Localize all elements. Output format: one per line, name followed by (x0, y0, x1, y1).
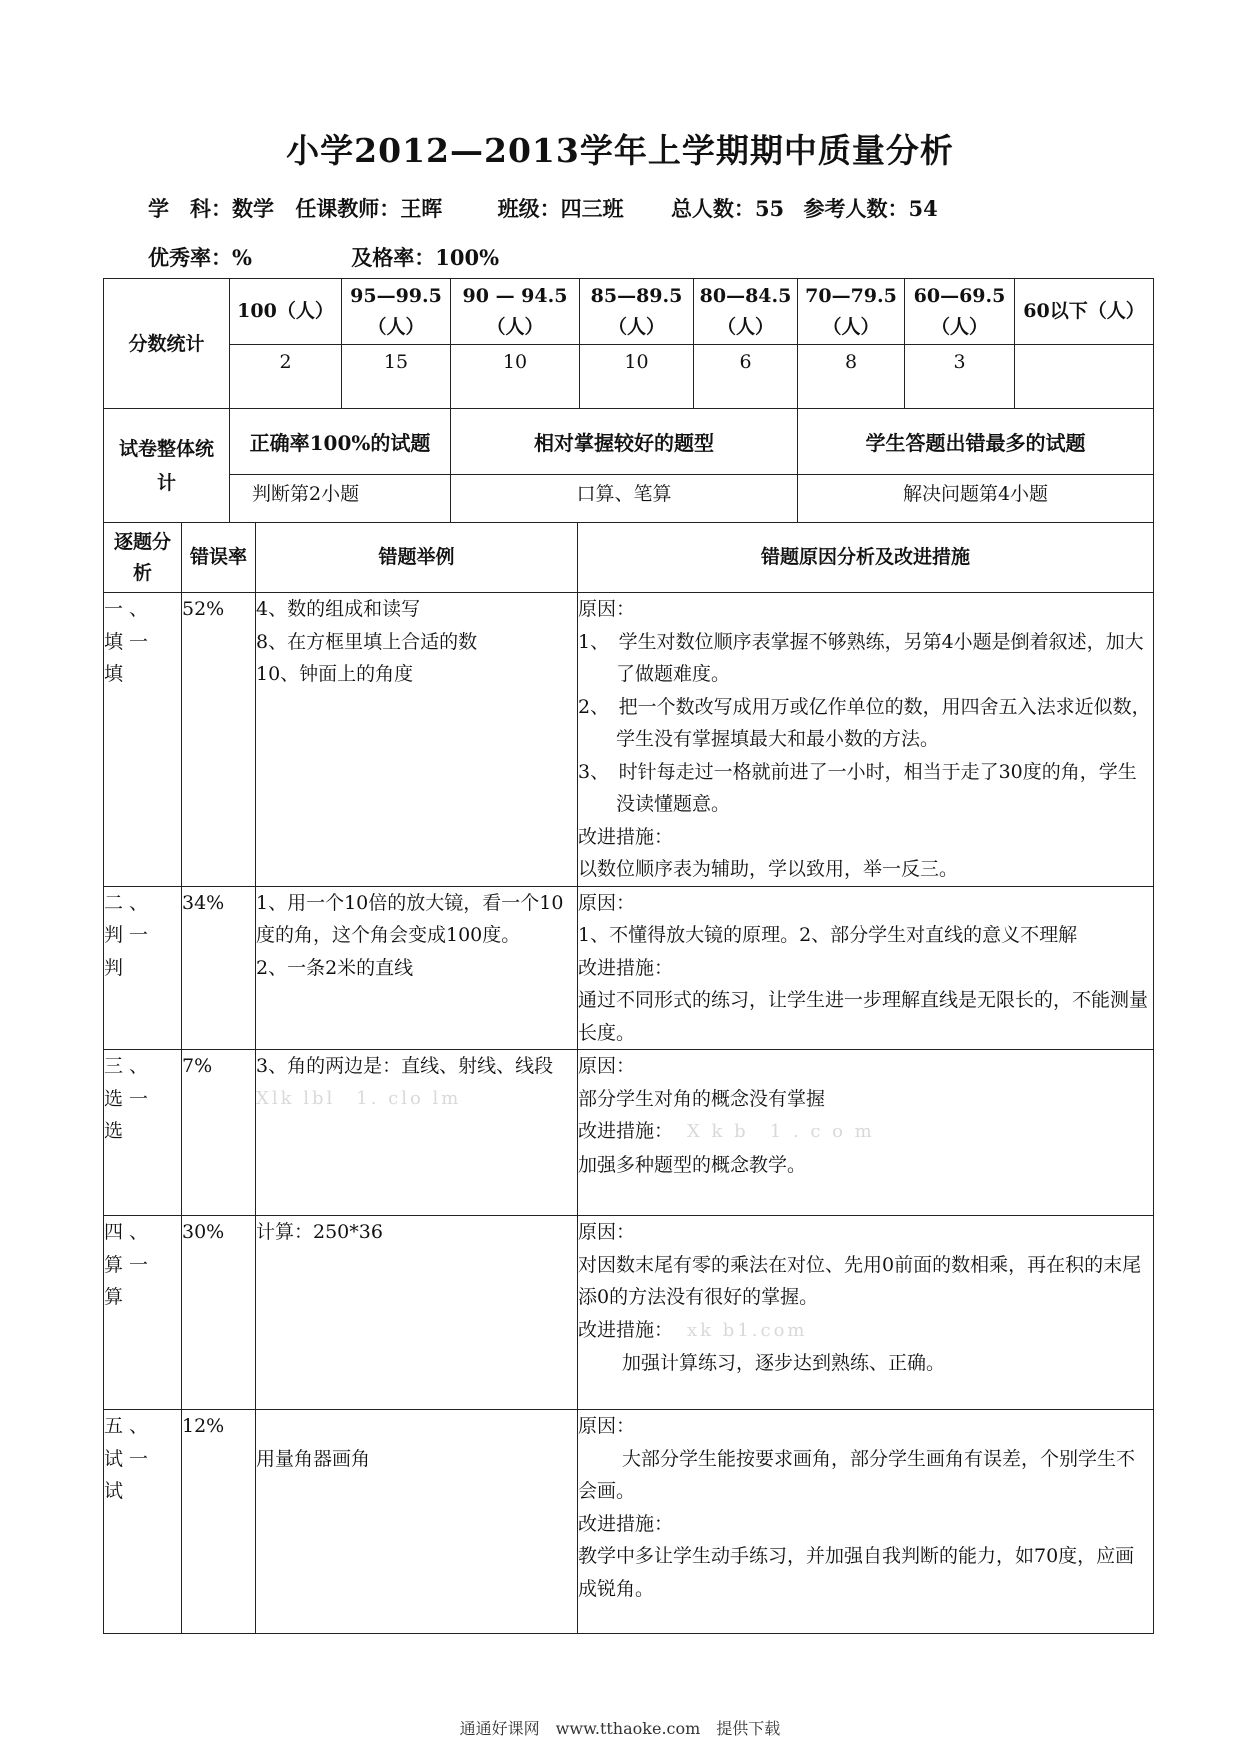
tested-label: 参考人数： (803, 196, 909, 221)
analysis-table (103, 522, 1154, 1634)
question-name: 五、 试一 试 (104, 1410, 182, 1634)
table-row (104, 886, 1154, 1050)
summary-table (103, 278, 1154, 523)
teacher-label: 任课教师： (295, 196, 401, 221)
question-name: 二、 判一 判 (104, 886, 182, 1050)
excellent-label: 优秀率： (148, 245, 232, 270)
error-analysis: 原因： 部分学生对角的概念没有掌握 改进措施： X k b 1 . c o m 加强多种题型的概念教学。 (578, 1050, 1154, 1216)
total-label: 总人数： (670, 196, 755, 221)
class-value: 四三班 (560, 196, 624, 221)
error-analysis: 原因： 1、不懂得放大镜的原理。2、部分学生对直线的意义不理解 改进措施： 通过不同形式的练习，让学生进一步理解直线是无限长的，不能测量长度。 (578, 886, 1154, 1050)
count-cell: 2 (230, 345, 342, 409)
table-row (104, 1410, 1154, 1634)
examples-header: 错题举例 (256, 523, 578, 593)
table-row (104, 1216, 1154, 1410)
count-cell: 10 (580, 345, 694, 409)
rate-header: 错误率 (182, 523, 256, 593)
reasons-header: 错题原因分析及改进措施 (578, 523, 1154, 593)
question-name: 一、 填一 填 (104, 593, 182, 887)
error-rate: 34% (182, 886, 256, 1050)
range-header: 70—79.5（人） (798, 279, 905, 345)
error-analysis: 原因： 大部分学生能按要求画角，部分学生画角有误差，个别学生不会画。 改进措施： 教学中多让学生动手练习，并加强自我判断的能力，如70度，应画成锐角。 (578, 1410, 1154, 1634)
range-header: 85—89.5（人） (580, 279, 694, 345)
error-rate: 52% (182, 593, 256, 887)
count-cell: 10 (451, 345, 580, 409)
class-label: 班级： (497, 196, 561, 221)
table-row (104, 593, 1154, 887)
question-name: 三、 选一 选 (104, 1050, 182, 1216)
footer-text: 通通好课网 www.tthaoke.com 提供下载 (459, 1719, 781, 1738)
count-cell: 3 (905, 345, 1015, 409)
count-cell (1015, 345, 1154, 409)
count-cell: 8 (798, 345, 905, 409)
count-cell: 15 (342, 345, 451, 409)
overall-header: 正确率100%的试题 (230, 409, 451, 475)
table-row (104, 1050, 1154, 1216)
overall-value: 判断第2小题 (230, 475, 451, 523)
error-examples: 计算：250*36 (256, 1216, 578, 1410)
item-header: 逐题分析 (104, 523, 182, 593)
count-cell: 6 (694, 345, 798, 409)
teacher-value: 王晖 (400, 196, 443, 221)
subject-value: 数学 (232, 196, 274, 221)
overall-label: 试卷整体统计 (104, 409, 230, 523)
range-header: 100（人） (230, 279, 342, 345)
error-rate: 7% (182, 1050, 256, 1216)
subject-label: 学 科： (148, 196, 232, 221)
overall-header: 学生答题出错最多的试题 (798, 409, 1154, 475)
error-rate: 12% (182, 1410, 256, 1634)
error-examples: 4、数的组成和读写 8、在方框里填上合适的数 10、钟面上的角度 (256, 593, 578, 887)
range-header: 90 — 94.5（人） (451, 279, 580, 345)
watermark-text: xk b1.com (687, 1319, 808, 1341)
excellent-value: % (232, 245, 252, 270)
total-value: 55 (754, 196, 785, 221)
overall-value: 解决问题第4小题 (798, 475, 1154, 523)
range-header: 60—69.5（人） (905, 279, 1015, 345)
error-examples: 3、角的两边是：直线、射线、线段 Xlk lbl 1. clo lm (256, 1050, 578, 1216)
meta-line-1 (148, 193, 938, 223)
error-examples: 1、用一个10倍的放大镜，看一个10度的角，这个角会变成100度。 2、一条2米的直线 (256, 886, 578, 1050)
range-header: 60以下（人） (1015, 279, 1154, 345)
error-analysis: 原因： 1、 学生对数位顺序表掌握不够熟练，另第4小题是倒着叙述，加大了做题难度。 2、 把一个数改写成用万或亿作单位的数，用四舍五入法求近似数，学生没有掌握填最大和最小数的方法。 3、 时针每走过一格就前进了一小时，相当于走了30度的角，学生没读懂题意。 改进措施： 以数位顺序表为辅助，学以致用，举一反三。 (578, 593, 1154, 887)
tested-value: 54 (908, 196, 938, 221)
error-examples: 用量角器画角 (256, 1410, 578, 1634)
overall-header: 相对掌握较好的题型 (451, 409, 798, 475)
score-stats-label: 分数统计 (104, 279, 230, 409)
range-header: 80—84.5（人） (694, 279, 798, 345)
question-name: 四、 算一 算 (104, 1216, 182, 1410)
watermark-text: Xlk lbl 1. clo lm (256, 1087, 462, 1109)
error-analysis: 原因： 对因数末尾有零的乘法在对位、先用0前面的数相乘，再在积的末尾添0的方法没有很好的掌握。 改进措施： xk b1.com 加强计算练习，逐步达到熟练、正确。 (578, 1216, 1154, 1410)
overall-value: 口算、笔算 (451, 475, 798, 523)
range-header: 95—99.5（人） (342, 279, 451, 345)
watermark-text: X k b 1 . c o m (687, 1121, 875, 1142)
pass-label: 及格率： (351, 245, 436, 270)
page-title: 小学2012—2013学年上学期期中质量分析 (286, 131, 954, 170)
meta-line-2 (148, 242, 499, 272)
pass-value: 100% (435, 245, 500, 270)
error-rate: 30% (182, 1216, 256, 1410)
